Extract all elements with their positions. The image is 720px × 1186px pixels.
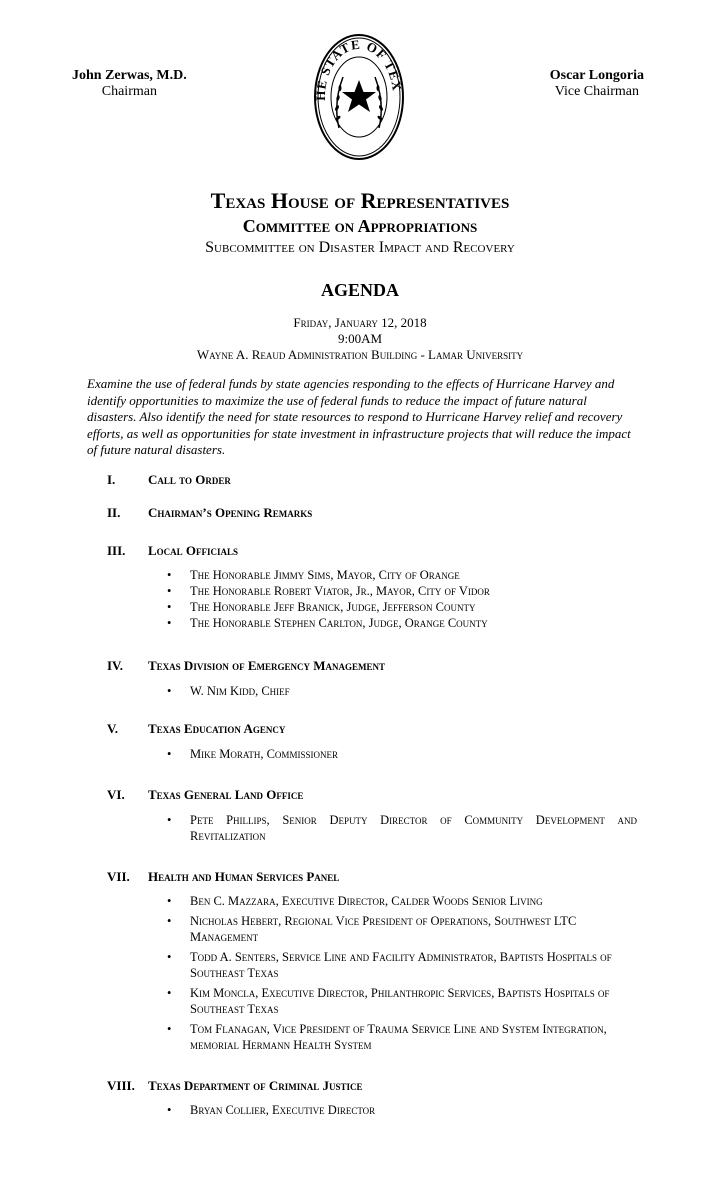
section-title: Local Officials bbox=[148, 543, 239, 558]
section-title: Texas Department of Criminal Justice bbox=[148, 1078, 363, 1093]
section-title: Health and Human Services Panel bbox=[148, 869, 340, 884]
vice-chairman-name: Oscar Longoria bbox=[549, 68, 644, 83]
section-heading bbox=[107, 472, 231, 488]
section-heading bbox=[107, 1078, 362, 1094]
state-seal bbox=[313, 33, 405, 161]
title-committee: Committee on Appropriations bbox=[242, 216, 478, 236]
title-house: Texas House of Representatives bbox=[210, 188, 510, 213]
chairman-name: John Zerwas, M.D. bbox=[72, 68, 187, 83]
bullet-list bbox=[167, 1102, 637, 1118]
list-item: • Todd A. Senters, Service Line and Facility Administrator, Baptists Hospitals of Southeast Texas bbox=[167, 950, 612, 980]
list-item: • Bryan Collier, Executive Director bbox=[167, 1103, 376, 1117]
list-item: • W. Nim Kidd, Chief bbox=[167, 684, 290, 698]
list-item: • The Honorable Robert Viator, Jr., Mayor, City of Vidor bbox=[167, 584, 490, 598]
list-item: • Ben C. Mazzara, Executive Director, Calder Woods Senior Living bbox=[167, 894, 543, 908]
bullet-list bbox=[167, 812, 637, 844]
section-heading bbox=[107, 721, 285, 737]
list-item: • Pete Phillips, Senior Deputy Director of Community Development and Revitalization bbox=[167, 813, 637, 843]
svg-text:THE STATE OF TEXAS: HE STATE OF TEX bbox=[313, 36, 405, 102]
section-number: VI. bbox=[107, 787, 125, 802]
section-heading bbox=[107, 543, 238, 559]
section-number: III. bbox=[107, 543, 126, 558]
section-number: IV. bbox=[107, 658, 124, 673]
meeting-location: Wayne A. Reaud Administration Building - Lamar University bbox=[196, 347, 524, 362]
section-number: II. bbox=[107, 505, 121, 520]
bullet-list bbox=[167, 746, 637, 762]
section-number: I. bbox=[107, 472, 116, 487]
section-heading bbox=[107, 505, 312, 521]
section-number: VII. bbox=[107, 869, 130, 884]
list-item: • The Honorable Stephen Carlton, Judge, Orange County bbox=[167, 616, 488, 630]
title-subcommittee: Subcommittee on Disaster Impact and Recovery bbox=[205, 239, 515, 256]
section-title: Texas General Land Office bbox=[148, 787, 304, 802]
section-number: VIII. bbox=[107, 1078, 135, 1093]
vice-chairman-title: Vice Chairman bbox=[554, 84, 640, 99]
chairman-title: Chairman bbox=[101, 84, 157, 99]
section-number: V. bbox=[107, 721, 118, 736]
list-item: • The Honorable Jeff Branick, Judge, Jefferson County bbox=[167, 600, 476, 614]
section-title: Call to Order bbox=[148, 472, 231, 487]
intro-paragraph: Examine the use of federal funds by state agencies responding to the effects of Hurricane Harvey and identify opportunities to maximize the use of federal funds to reduce the impact of future natural disasters. Also identify the need for state resources to respond to Hurricane Harvey relief and recovery efforts, as well as opportunities for state investment in infrastructure projects that will reduce the impact of future natural disasters. bbox=[87, 376, 631, 457]
vice-chairman-block bbox=[550, 68, 644, 100]
section-title: Texas Education Agency bbox=[148, 721, 286, 736]
list-item: • The Honorable Jimmy Sims, Mayor, City of Orange bbox=[167, 568, 460, 582]
list-item: • Nicholas Hebert, Regional Vice President of Operations, Southwest LTC Management bbox=[167, 914, 577, 944]
section-heading bbox=[107, 869, 339, 885]
list-item: • Kim Moncla, Executive Director, Philanthropic Services, Baptists Hospitals of Southeast Texas bbox=[167, 986, 610, 1016]
bullet-list bbox=[167, 893, 637, 1053]
agenda-heading: AGENDA bbox=[320, 280, 399, 300]
list-item: • Tom Flanagan, Vice President of Trauma Service Line and System Integration, memorial Hermann Health System bbox=[167, 1022, 607, 1052]
bullet-list bbox=[167, 567, 637, 631]
chairman-block bbox=[72, 68, 187, 100]
texas-seal-icon bbox=[313, 33, 405, 161]
list-item: • Mike Morath, Commissioner bbox=[167, 747, 338, 761]
meeting-date: Friday, January 12, 2018 bbox=[293, 315, 427, 330]
section-title: Chairman’s Opening Remarks bbox=[148, 505, 313, 520]
section-title: Texas Division of Emergency Management bbox=[148, 658, 386, 673]
meeting-time: 9:00AM bbox=[337, 331, 383, 346]
section-heading bbox=[107, 787, 303, 803]
bullet-list bbox=[167, 683, 637, 699]
section-heading bbox=[107, 658, 385, 674]
